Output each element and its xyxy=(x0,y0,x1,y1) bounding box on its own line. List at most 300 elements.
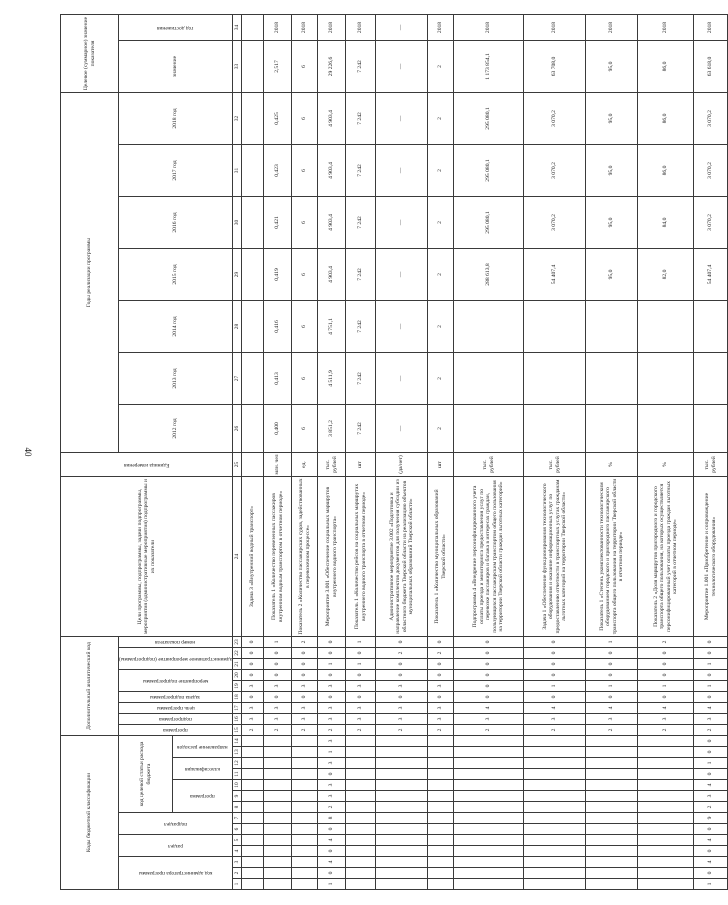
column-index: 13 xyxy=(233,747,242,758)
year-value-cell: 3 851,2 xyxy=(318,405,346,453)
year-value-cell: 2 xyxy=(428,249,454,301)
code-cell xyxy=(638,824,694,835)
year-value-cell: 6 xyxy=(292,145,318,197)
year-value-cell: 6 xyxy=(292,197,318,249)
year-value-cell: 2 xyxy=(428,145,454,197)
year-value-cell: 4 903,4 xyxy=(318,93,346,145)
unit-cell xyxy=(242,453,264,477)
column-index: 32 xyxy=(233,93,242,145)
code-cell: 3 xyxy=(242,703,264,714)
code-cell xyxy=(638,857,694,868)
year-value-cell xyxy=(586,405,638,453)
code-cell xyxy=(292,835,318,846)
code-cell xyxy=(292,879,318,890)
code-cell xyxy=(638,780,694,791)
code-cell xyxy=(346,747,376,758)
code-cell xyxy=(346,868,376,879)
target-value-cell: 63 618,0 xyxy=(694,41,728,93)
column-index: 7 xyxy=(233,813,242,824)
code-cell: 0 xyxy=(454,659,524,670)
header-target-value: значение xyxy=(119,41,233,93)
code-cell: 2 xyxy=(524,725,586,736)
code-cell: 3 xyxy=(292,703,318,714)
table-row xyxy=(454,15,524,890)
year-value-cell: 295 080,1 xyxy=(454,197,524,249)
code-cell: 3 xyxy=(318,681,346,692)
year-value-cell: 295 080,1 xyxy=(454,145,524,197)
year-value-cell: — xyxy=(376,197,428,249)
code-cell: 1 xyxy=(694,879,728,890)
year-value-cell: 4 903,4 xyxy=(318,197,346,249)
code-cell xyxy=(376,791,428,802)
target-year-cell: 2018 xyxy=(638,15,694,41)
item-name: Показатель 1 «Количество перевезенных пассажиров внутренним водным транспортом в отчетном периоде» xyxy=(264,477,292,637)
code-cell: 0 xyxy=(242,648,264,659)
header-analytic-subprogram: подпрограмма xyxy=(119,714,233,725)
header-analytic-indicator-number: номер показателя xyxy=(119,637,233,648)
header-year-2012: 2012 год xyxy=(119,405,233,453)
year-value-cell: 84,0 xyxy=(638,197,694,249)
year-value-cell: 0,423 xyxy=(264,145,292,197)
code-cell: 0 xyxy=(524,670,586,681)
code-cell xyxy=(292,736,318,747)
code-cell xyxy=(454,846,524,857)
column-index: 34 xyxy=(233,15,242,41)
code-cell xyxy=(264,824,292,835)
code-cell: 0 xyxy=(694,846,728,857)
year-value-cell: 3 070,2 xyxy=(694,145,728,197)
year-value-cell: 3 070,2 xyxy=(694,93,728,145)
code-cell xyxy=(376,846,428,857)
column-index: 1 xyxy=(233,879,242,890)
code-cell: 3 xyxy=(454,714,524,725)
target-value-cell: 7 242 xyxy=(346,41,376,93)
code-cell: 3 xyxy=(346,681,376,692)
item-name: Мероприятие 1.001 «Приобретение и сопровождение технологического оборудования» xyxy=(694,477,728,637)
year-value-cell xyxy=(242,93,264,145)
code-cell xyxy=(264,791,292,802)
year-value-cell: 95,0 xyxy=(586,249,638,301)
code-cell xyxy=(346,758,376,769)
unit-cell: ед. xyxy=(292,453,318,477)
year-value-cell: 95,0 xyxy=(586,197,638,249)
code-cell xyxy=(242,868,264,879)
code-cell: 0 xyxy=(428,637,454,648)
code-cell xyxy=(454,879,524,890)
document-sheet xyxy=(60,15,717,890)
code-cell xyxy=(454,780,524,791)
year-value-cell: — xyxy=(376,93,428,145)
year-value-cell: 4 903,4 xyxy=(318,249,346,301)
code-cell xyxy=(586,802,638,813)
table-row xyxy=(638,15,694,890)
code-cell: 1 xyxy=(346,659,376,670)
target-value-cell: 86,0 xyxy=(638,41,694,93)
code-cell: 2 xyxy=(242,725,264,736)
column-index: 15 xyxy=(233,725,242,736)
year-value-cell: — xyxy=(376,145,428,197)
code-cell: 0 xyxy=(264,648,292,659)
code-cell: 2 xyxy=(638,637,694,648)
code-cell xyxy=(428,736,454,747)
code-cell: 2 xyxy=(454,725,524,736)
code-cell: 0 xyxy=(694,648,728,659)
code-cell: 1 xyxy=(694,681,728,692)
code-cell xyxy=(242,813,264,824)
target-year-cell: 2018 xyxy=(428,15,454,41)
year-value-cell: 3 070,2 xyxy=(694,197,728,249)
code-cell: 4 xyxy=(694,703,728,714)
unit-cell: млн. чел xyxy=(264,453,292,477)
column-index: 21 xyxy=(233,659,242,670)
code-cell xyxy=(638,868,694,879)
code-cell: 3 xyxy=(524,714,586,725)
target-year-cell: 2018 xyxy=(454,15,524,41)
code-cell xyxy=(428,780,454,791)
target-year-cell: 2018 xyxy=(524,15,586,41)
column-index: 3 xyxy=(233,857,242,868)
header-expense-direction: направление расходов xyxy=(173,736,233,758)
table-row xyxy=(346,15,376,890)
code-cell xyxy=(524,824,586,835)
code-cell: 1 xyxy=(694,659,728,670)
code-cell xyxy=(586,824,638,835)
code-cell xyxy=(292,846,318,857)
code-cell xyxy=(292,802,318,813)
year-value-cell: 4 903,4 xyxy=(318,145,346,197)
year-value-cell xyxy=(638,301,694,353)
header-analytic-admin-event: административное мероприятие (подпрограммы) xyxy=(119,648,233,670)
column-index: 24 xyxy=(233,477,242,637)
code-cell: 0 xyxy=(694,868,728,879)
year-value-cell: — xyxy=(376,353,428,405)
code-cell: 3 xyxy=(318,714,346,725)
code-cell xyxy=(586,835,638,846)
header-target: Целевое (суммарное) значение показателя xyxy=(61,15,119,93)
rotated-table-container xyxy=(60,15,717,890)
code-cell xyxy=(346,780,376,791)
code-cell: 2 xyxy=(318,725,346,736)
code-cell: 3 xyxy=(264,681,292,692)
header-name: Цели программы, подпрограммы, задачи подпрограммы, мероприятия (административные мероприятия) подпрограммы и их показатели xyxy=(61,477,233,637)
code-cell: 3 xyxy=(318,780,346,791)
year-value-cell: 7 242 xyxy=(346,197,376,249)
code-cell xyxy=(292,747,318,758)
column-index: 29 xyxy=(233,249,242,301)
header-additional-code: Дополнительный аналитический код xyxy=(61,637,119,736)
code-cell: 0 xyxy=(694,637,728,648)
code-cell: 0 xyxy=(428,670,454,681)
target-year-cell: 2018 xyxy=(318,15,346,41)
code-cell: 0 xyxy=(694,692,728,703)
code-cell: 0 xyxy=(524,648,586,659)
code-cell: 2 xyxy=(318,802,346,813)
code-cell xyxy=(292,813,318,824)
code-cell xyxy=(264,802,292,813)
code-cell: 0 xyxy=(346,692,376,703)
code-cell xyxy=(264,758,292,769)
code-cell xyxy=(638,813,694,824)
code-cell: 0 xyxy=(524,692,586,703)
year-value-cell: 0,425 xyxy=(264,93,292,145)
code-cell xyxy=(264,879,292,890)
code-cell: 1 xyxy=(638,681,694,692)
code-cell xyxy=(428,802,454,813)
code-cell xyxy=(376,857,428,868)
code-cell: 3 xyxy=(428,714,454,725)
code-cell: 1 xyxy=(346,637,376,648)
year-value-cell: 86,0 xyxy=(638,93,694,145)
code-cell xyxy=(524,868,586,879)
code-cell xyxy=(376,747,428,758)
code-cell: 4 xyxy=(318,857,346,868)
code-cell xyxy=(638,791,694,802)
year-value-cell xyxy=(242,405,264,453)
year-value-cell xyxy=(524,405,586,453)
year-value-cell xyxy=(638,405,694,453)
header-analytic-task: задача подпрограммы xyxy=(119,692,233,703)
code-cell xyxy=(346,791,376,802)
unit-cell: % xyxy=(638,453,694,477)
code-cell xyxy=(242,769,264,780)
code-cell xyxy=(264,747,292,758)
code-cell: 3 xyxy=(376,714,428,725)
year-value-cell: 6 xyxy=(292,353,318,405)
code-cell: 0 xyxy=(318,648,346,659)
code-cell xyxy=(292,758,318,769)
code-cell xyxy=(454,769,524,780)
item-name: Подпрограмма 4 «Внедрение персонифицированного учета оплаты проезда и мониторинга предоставления услуг по перевозке пассажиров и багажа в интересах граждан, пользующихся пассажирским транспортом общего пользования на территории Тверской области граждан льготных категорий» xyxy=(454,477,524,637)
code-cell xyxy=(428,824,454,835)
column-index: 10 xyxy=(233,780,242,791)
code-cell: 3 xyxy=(694,714,728,725)
code-cell xyxy=(524,780,586,791)
code-cell xyxy=(376,813,428,824)
code-cell: 3 xyxy=(428,681,454,692)
column-index: 11 xyxy=(233,769,242,780)
column-index: 23 xyxy=(233,637,242,648)
code-cell xyxy=(454,791,524,802)
program-indicators-table xyxy=(60,14,728,890)
year-value-cell xyxy=(586,301,638,353)
year-value-cell: 7 242 xyxy=(346,405,376,453)
code-cell xyxy=(428,857,454,868)
unit-cell: % xyxy=(586,453,638,477)
code-cell xyxy=(428,769,454,780)
unit-cell: шт xyxy=(346,453,376,477)
code-cell: 3 xyxy=(376,681,428,692)
code-cell: 3 xyxy=(318,736,346,747)
code-cell xyxy=(376,879,428,890)
target-value-cell: 1 173 854,1 xyxy=(454,41,524,93)
year-value-cell: 7 242 xyxy=(346,249,376,301)
year-value-cell: 7 242 xyxy=(346,93,376,145)
code-cell xyxy=(428,835,454,846)
header-year-2017: 2017 год xyxy=(119,145,233,197)
table-row xyxy=(524,15,586,890)
header-code-subsection: подраздел xyxy=(119,813,233,835)
year-value-cell: 6 xyxy=(292,405,318,453)
code-cell: 0 xyxy=(264,670,292,681)
code-cell xyxy=(264,813,292,824)
year-value-cell: 3 070,2 xyxy=(524,197,586,249)
year-value-cell: 7 242 xyxy=(346,145,376,197)
code-cell: 3 xyxy=(638,714,694,725)
code-cell xyxy=(428,868,454,879)
column-index-row xyxy=(233,15,242,890)
table-row xyxy=(318,15,346,890)
code-cell: 1 xyxy=(586,681,638,692)
column-index: 20 xyxy=(233,670,242,681)
header-year-2014: 2014 год xyxy=(119,301,233,353)
table-row xyxy=(292,15,318,890)
code-cell xyxy=(586,736,638,747)
code-cell xyxy=(524,879,586,890)
code-cell xyxy=(586,846,638,857)
code-cell: 0 xyxy=(292,659,318,670)
year-value-cell xyxy=(694,353,728,405)
year-value-cell: 3 070,2 xyxy=(524,145,586,197)
code-cell xyxy=(428,879,454,890)
code-cell xyxy=(524,736,586,747)
code-cell xyxy=(376,835,428,846)
year-value-cell: 6 xyxy=(292,301,318,353)
year-value-cell: 0,416 xyxy=(264,301,292,353)
code-cell: 0 xyxy=(318,692,346,703)
year-value-cell xyxy=(242,353,264,405)
code-cell xyxy=(524,769,586,780)
code-cell: 2 xyxy=(292,637,318,648)
year-value-cell: 0,400 xyxy=(264,405,292,453)
year-value-cell: 54 407,4 xyxy=(524,249,586,301)
year-value-cell: 0,413 xyxy=(264,353,292,405)
code-cell: 3 xyxy=(318,703,346,714)
code-cell: 0 xyxy=(318,846,346,857)
code-cell: 0 xyxy=(638,648,694,659)
code-cell xyxy=(586,868,638,879)
code-cell: 1 xyxy=(264,637,292,648)
target-value-cell: 95,0 xyxy=(586,41,638,93)
code-cell xyxy=(586,758,638,769)
year-value-cell xyxy=(454,353,524,405)
year-value-cell: 2 xyxy=(428,197,454,249)
unit-cell: шт xyxy=(428,453,454,477)
year-value-cell: — xyxy=(376,405,428,453)
code-cell: 0 xyxy=(376,670,428,681)
code-cell: 0 xyxy=(318,769,346,780)
item-name: Административное мероприятие 3.002 «Подготовка и направление комплектов документов для получения субсидии из областного бюджета Тверской области на реализацию объектов муниципальных образований Тверской области» xyxy=(376,477,428,637)
year-value-cell xyxy=(586,353,638,405)
code-cell: 0 xyxy=(694,670,728,681)
code-cell: 0 xyxy=(694,769,728,780)
code-cell xyxy=(638,846,694,857)
code-cell: 1 xyxy=(318,659,346,670)
code-cell xyxy=(586,791,638,802)
header-target-year: год достижения xyxy=(119,15,233,41)
code-cell: 4 xyxy=(694,835,728,846)
code-cell: 3 xyxy=(318,758,346,769)
code-cell xyxy=(346,879,376,890)
code-cell xyxy=(242,857,264,868)
code-cell xyxy=(524,857,586,868)
code-cell: 3 xyxy=(264,703,292,714)
code-cell xyxy=(292,769,318,780)
code-cell xyxy=(524,835,586,846)
table-row xyxy=(242,15,264,890)
code-cell xyxy=(524,747,586,758)
year-value-cell: 6 xyxy=(292,93,318,145)
code-cell: 0 xyxy=(586,692,638,703)
code-cell xyxy=(292,780,318,791)
column-index: 28 xyxy=(233,301,242,353)
code-cell: 3 xyxy=(428,703,454,714)
code-cell: 0 xyxy=(454,648,524,659)
code-cell: 0 xyxy=(694,736,728,747)
column-index: 6 xyxy=(233,824,242,835)
header-years: Годы реализации программы xyxy=(61,93,119,453)
code-cell: 0 xyxy=(454,637,524,648)
code-cell xyxy=(638,758,694,769)
item-name: Показатель 1 «Количество муниципальных образований Тверской области» xyxy=(428,477,454,637)
code-cell: 2 xyxy=(376,648,428,659)
column-index: 2 xyxy=(233,868,242,879)
column-index: 5 xyxy=(233,835,242,846)
code-cell xyxy=(428,758,454,769)
code-cell xyxy=(524,813,586,824)
unit-cell: (да/нет) xyxy=(376,453,428,477)
unit-cell: тыс. рублей xyxy=(318,453,346,477)
code-cell xyxy=(376,769,428,780)
code-cell: 0 xyxy=(586,648,638,659)
code-cell: 0 xyxy=(264,692,292,703)
year-value-cell: 86,0 xyxy=(638,145,694,197)
code-cell xyxy=(428,791,454,802)
item-name: Показатель 1 «Степень укомплектованности технологическим оборудованием городского и пригородного пассажирского транспорта общего пользования на территории Тверской области в отчетном периоде» xyxy=(586,477,638,637)
item-name: Задача 3 «Внутренний водный транспорт» xyxy=(242,477,264,637)
target-value-cell: 2 xyxy=(428,41,454,93)
code-cell xyxy=(242,835,264,846)
year-value-cell xyxy=(638,353,694,405)
code-cell: 4 xyxy=(454,703,524,714)
item-name: Показатель 1 «Количество рейсов на социальных маршрутах внутреннего водного транспорта в отчетном периоде» xyxy=(346,477,376,637)
code-cell: 0 xyxy=(292,648,318,659)
column-index: 30 xyxy=(233,197,242,249)
code-cell: 3 xyxy=(346,714,376,725)
code-cell: 9 xyxy=(694,813,728,824)
code-cell xyxy=(586,879,638,890)
code-cell xyxy=(638,769,694,780)
column-index: 12 xyxy=(233,758,242,769)
table-row xyxy=(694,15,728,890)
year-value-cell xyxy=(242,301,264,353)
target-year-cell: 2018 xyxy=(694,15,728,41)
code-cell xyxy=(376,736,428,747)
code-cell xyxy=(264,736,292,747)
code-cell xyxy=(346,835,376,846)
header-year-2015: 2015 год xyxy=(119,249,233,301)
column-index: 19 xyxy=(233,681,242,692)
code-cell: 0 xyxy=(638,670,694,681)
code-cell: 0 xyxy=(454,670,524,681)
item-name: Мероприятие 3.001 «Обеспечение социальных маршрутов внутреннего водного транспорта» xyxy=(318,477,346,637)
code-cell: 0 xyxy=(242,659,264,670)
code-cell xyxy=(638,879,694,890)
code-cell: 2 xyxy=(586,725,638,736)
year-value-cell xyxy=(242,145,264,197)
code-cell xyxy=(524,802,586,813)
code-cell xyxy=(454,802,524,813)
target-value-cell: 63 708,0 xyxy=(524,41,586,93)
